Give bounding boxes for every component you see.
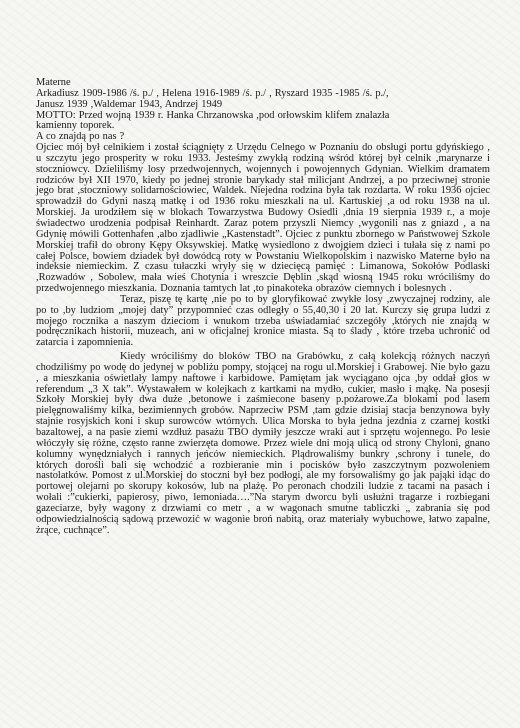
document-title: Materne bbox=[36, 77, 71, 88]
question-line: A co znajdą po nas ? bbox=[36, 131, 125, 143]
paragraph-family-history: Ojciec mój był celnikiem i został ściągnięty z Urzędu Celnego w Poznaniu do obsługi portu gdyńskiego , u szczytu jego prosperity w roku 1933. Jesteśmy zwykłą rodziną wśród której był celnik ,marynarze i stoczniowcy. Dzieliliśmy losy przedwojennych, wojennych i powojennych Gdynian. Wielkim dramatem rodziców był XII 1970, kiedy po jednej stronie barykady stał milicjant Andrzej, a po przeciwnej stronie jego brat ,stoczniowy solidarnościowiec, Waldek. Niejedna rodzina była tak rozdarta. W roku 1936 ojciec sprowadził do Gdyni naszą matkę i od 1936 roku mieszkali na ul. Kartuskiej ,a od roku 1938 na ul. Morskiej. Ja urodziłem się w blokach Towarzystwa Budowy Osiedli ,dnia 19 sierpnia 1939 r., a moje świadectwo urodzenia podpisał Reinhardt. Zaraz potem przyszli Niemcy ,wygonili nas z gniazd , a na Gdynię mówili Gottenhafen ,albo zjadliwie „Kastenstadt”. Ojciec z punktu zbornego w Państwowej Szkole Morskiej trafił do obrony Kępy Oksywskiej. Matkę wysiedlono z dwojgiem dzieci i tułała się z nami po całej Polsce, bowiem dziadek był dowódcą roty w Powstaniu Wielkopolskim i nazwisko Materne było na indeksie niemieckim. Z czasu tułaczki wryły się w dziecięcą pamięć : Limanowa, Sokołów Podlaski ,Rozwadów , Sobolew, mała wieś Chotynia i wreszcie Dęblin ,skąd wiosną 1945 roku wróciliśmy do przedwojennego mieszkania. Doznania tamtych lat ,to pinakoteka obrazów ciemnych i bolesnych . bbox=[36, 142, 490, 295]
header-line: Janusz 1939 ,Waldemar 1943, Andrzej 1949 bbox=[36, 98, 223, 110]
motto-line: MOTTO: Przed wojną 1939 r. Hanka Chrzanowska ,pod orłowskim klifem znalazła bbox=[36, 109, 390, 121]
document-body bbox=[36, 78, 490, 536]
paragraph-memories: Kiedy wróciliśmy do bloków TBO na Grabówku, z całą kolekcją różnych naczyń chodziliśmy po wodę do jedynej w pobliżu pompy, stojącej na rogu ul.Morskiej i Grabowej. Nie było gazu , a mieszkania oświetlały lampy naftowe i karbidowe. Pamiętam jak wyciągano ojca ,by oddał głos w referendum „3 X tak”. Wystawałem w kolejkach z kartkami na mydło, cukier, masło i mąkę. Na posesji Szkoły Morskiej były dwa duże ,betonowe i zaśmiecone baseny p.pożarowe.Za blokami pod lasem pielęgnowaliśmy kilka, bezimiennych grobów. Naprzeciw PSM ,tam gdzie dzisiaj stacja benzynowa były stajnie rosyjskich koni i skup surowców wtórnych. Ulica Morska to była jedna jezdnia z czarnej kostki bazaltowej, a na pasie ziemi wzdłuż pasażu TBO dymiły jeszcze wraki aut i sprzętu wojennego. Po lesie włóczyły się różne, często ranne zwierzęta domowe. Przez wiele dni moją ulicą od strony Chyloni, gnano kolumny wynędzniałych i rannych jeńców niemieckich. Plądrowaliśmy bunkry ,schrony i tunele, do których dorośli bali się wchodzić a rozbieranie min i pocisków było zaszczytnym pozwoleniem nastolatków. Pomost z ul.Morskiej do stoczni był bez podłogi, ale my forsowaliśmy go jak pająki idąc do portowej olejarni po skorupy kokosów, lub na plażę. Po peronach chodzili ludzie z tacami na pasach i wołali :”cukierki, papierosy, piwo, lemoniada….”Na starym dworcu byli usłużni tragarze i rozbiegani gazeciarze, były wagony z drzwiami co metr , a w wagonach smutne tabliczki „ zabrania się pod odpowiedzialnością sądową przewozić w wagonie broń nabitą, oraz materiały wybuchowe, łatwo zapalne, żrące, cuchnące”. bbox=[36, 351, 490, 536]
motto-line: kamienny toporek. bbox=[36, 120, 115, 132]
header-line: Arkadiusz 1909-1986 /ś. p./ , Helena 1916-1989 /ś. p./ , Ryszard 1935 -1985 /ś. p./, bbox=[36, 87, 389, 99]
paragraph-purpose: Teraz, piszę tę kartę ,nie po to by gloryfikować zwykłe losy ,zwyczajnej rodziny, ale po to ,by ludziom „mojej daty” przypomnieć czas odległy o 55,40,30 i 20 lat. Kurczy się grupa ludzi z mojego rocznika a naszym dzieciom i wnukom trzeba uświadamiać szczegóły ,których nie znajdą w podręcznikach historii, muzeach, ani w oficjalnej kronice miasta. Są to ślady , które trzeba uchronić od zatarcia i zapomnienia. bbox=[36, 293, 490, 349]
